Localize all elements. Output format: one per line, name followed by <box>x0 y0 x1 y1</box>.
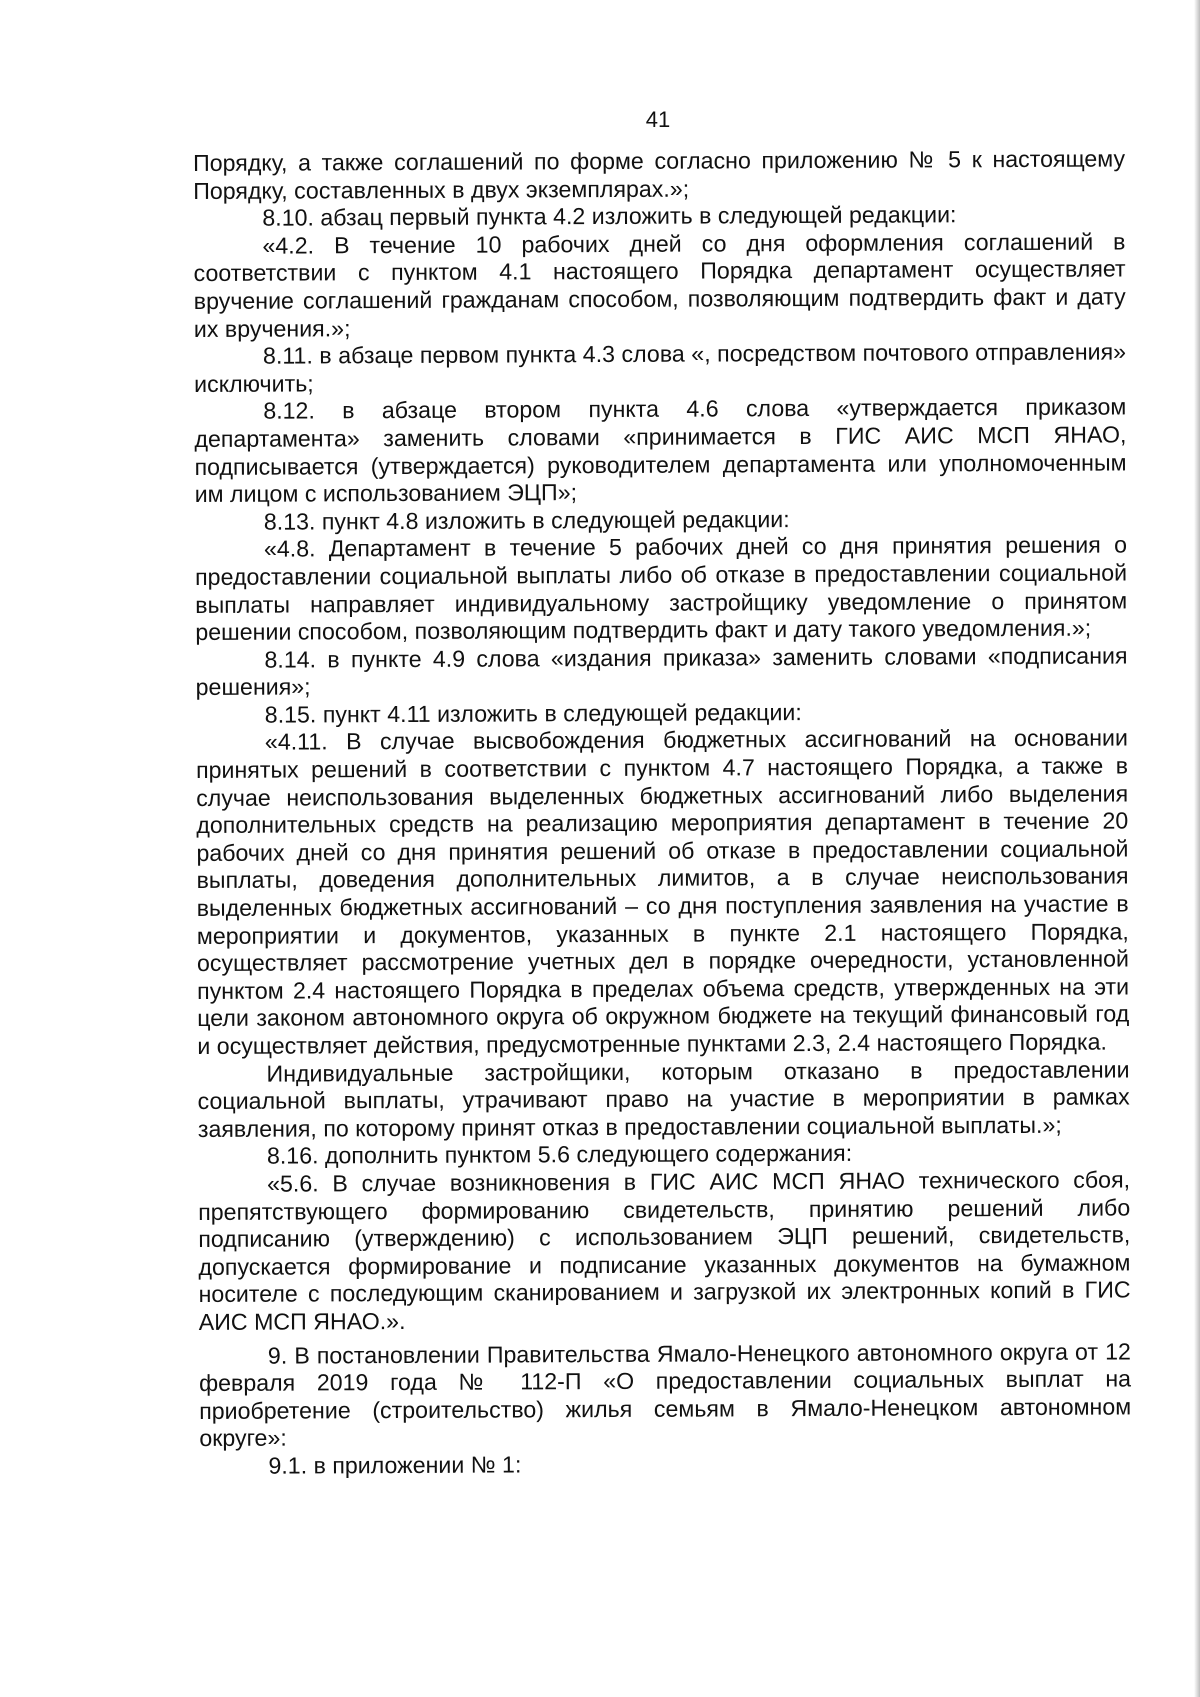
paragraph-8-14: 8.14. в пункте 4.9 слова «издания приказа» заменить словами «подписания решения»; <box>195 642 1128 701</box>
paragraph-8-12: 8.12. в абзаце втором пункта 4.6 слова «утверждается приказом департамента» заменить словами «принимается в ГИС АИС МСП ЯНАО, подписывается (утверждается) руководителем департамента или уполномоченным им лицом с использованием ЭЦП»; <box>194 393 1127 508</box>
paragraph-8-15: 8.15. пункт 4.11 изложить в следующей редакции: <box>264 698 802 728</box>
paragraph-8-11: 8.11. в абзаце первом пункта 4.3 слова «, посредством почтового отправления» исключить; <box>194 338 1127 397</box>
paragraph-quote-4-11: «4.11. В случае высвобождения бюджетных ассигнований на основании принятых решений в соответствии с пунктом 4.7 настоящего Порядка, а также в случае неиспользования выделенных бюджетных ассигнований либо выделения дополнительных средств на реализацию мероприятия департамент в течение 20 рабочих дней со дня принятия решений об отказе в предоставлении социальной выплаты, доведения дополнительных лимитов, а в случае неиспользования выделенных бюджетных ассигнований – со дня поступления заявления на участие в мероприятии и документов, указанных в пункте 2.1 настоящего Порядка, осуществляет рассмотрение учетных дел в порядке очередности, установленной пунктом 2.4 настоящего Порядка в пределах объема средств, утвержденных на эти цели законом автономного округа об окружном бюджете на текущий финансовый год и осуществляет действия, предусмотренные пунктами 2.3, 2.4 настоящего Порядка. <box>195 724 1130 1059</box>
paragraph-quote-4-8: «4.8. Департамент в течение 5 рабочих дней со дня принятия решения о предоставлении социальной выплаты либо об отказе в предоставлении социальной выплаты направляет индивидуальному застройщику уведомление о принятом решении способом, позволяющим подтвердить факт и дату такого уведомления.»; <box>195 531 1128 646</box>
page-number: 41 <box>645 107 671 132</box>
paragraph-quote-4-2: «4.2. В течение 10 рабочих дней со дня оформления соглашений в соответствии с пунктом 4.1 настоящего Порядка департамент осуществляет вручение соглашений гражданам способом, позволяющим подтвердить факт и дату их вручения.»; <box>193 228 1126 342</box>
paragraph-9: 9. В постановлении Правительства Ямало-Ненецкого автономного округа от 12 февраля 2019 года № 112-П «О предоставлении социальных выплат на приобретение (строительство) жилья семьям в Ямало-Ненецком автономном округе»: <box>198 1337 1132 1452</box>
paragraph-8-10: 8.10. абзац первый пункта 4.2 изложить в следующей редакции: <box>262 201 957 231</box>
paragraph-individual-builders: Индивидуальные застройщики, которым отказано в предоставлении социальной выплаты, утрачивают право на участие в мероприятии в рамках заявления, по которому принят отказ в предоставлении социальной выплаты.»; <box>197 1056 1130 1142</box>
paragraph-quote-5-6: «5.6. В случае возникновения в ГИС АИС МСП ЯНАО технического сбоя, препятствующего формированию свидетельств, принятию решений либо подписанию (утверждению) с использованием ЭЦП решений, свидетельств, допускается формирование и подписание указанных документов на бумажном носителе с последующим сканированием и загрузкой их электронных копий в ГИС АИС МСП ЯНАО.». <box>198 1166 1131 1335</box>
document-body <box>193 145 1131 1480</box>
paragraph-8-16: 8.16. дополнить пунктом 5.6 следующего содержания: <box>266 1140 853 1170</box>
paragraph-9-1: 9.1. в приложении № 1: <box>268 1451 522 1479</box>
paragraph-8-13: 8.13. пункт 4.8 изложить в следующей редакции: <box>263 505 790 535</box>
scan-edge-shadow <box>1194 0 1200 1697</box>
paragraph-continuation: Порядку, а также соглашений по форме согласно приложению № 5 к настоящему Порядку, составленных в двух экземплярах.»; <box>193 145 1126 204</box>
